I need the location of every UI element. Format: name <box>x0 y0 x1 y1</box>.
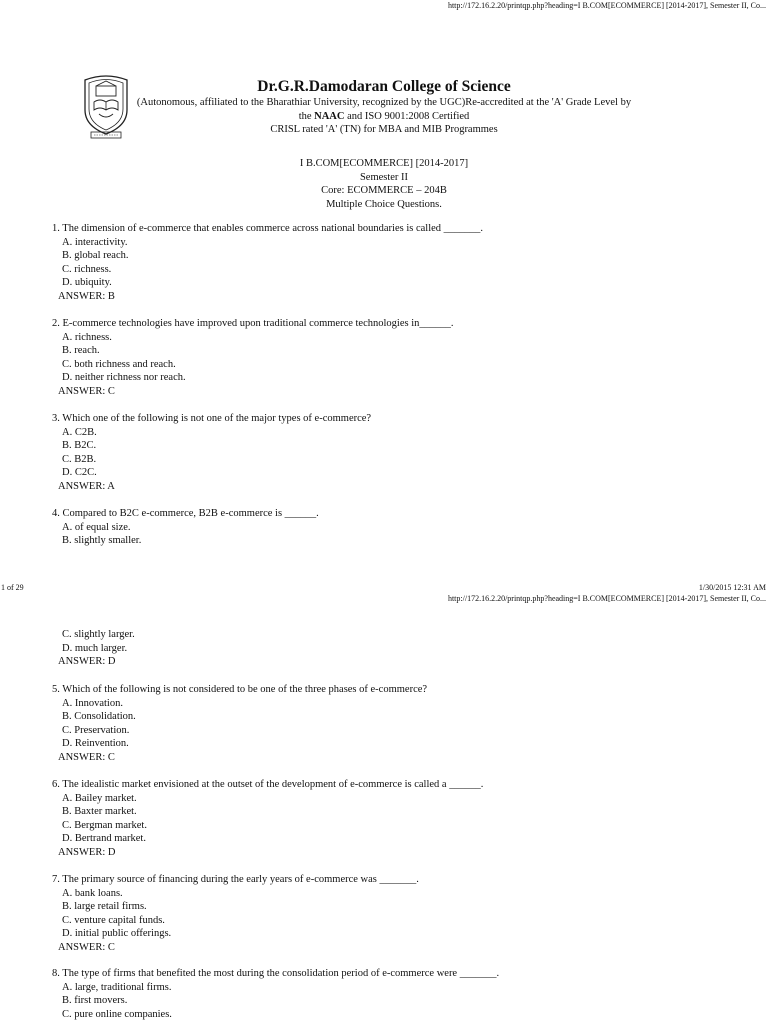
answer: ANSWER: D <box>58 656 116 668</box>
affiliation-line-3: CRISL rated 'A' (TN) for MBA and MIB Programmes <box>270 124 498 135</box>
affiliation-line-2-post: and ISO 9001:2008 Certified <box>344 111 470 122</box>
option: B. Baxter market. <box>62 806 137 818</box>
page-number: 1 of 29 <box>1 583 24 592</box>
answer: ANSWER: C <box>58 751 115 763</box>
affiliation-line-1: (Autonomous, affiliated to the Bharathiar University, recognized by the UGC)Re-accredited at the 'A' Grade Level by <box>136 97 632 108</box>
question-text: 1. The dimension of e-commerce that enables commerce across national boundaries is called _______. <box>52 223 484 234</box>
option: B. first movers. <box>62 995 128 1007</box>
page-url-header-2: http://172.16.2.20/printqp.php?heading=I B.COM[ECOMMERCE] [2014-2017], Semester II, Co... <box>447 594 766 603</box>
question-block <box>52 967 499 1021</box>
answer: ANSWER: B <box>58 290 115 302</box>
option: C. venture capital funds. <box>62 914 165 926</box>
option: D. C2C. <box>62 467 97 479</box>
option: C. richness. <box>62 263 112 275</box>
question-text: 6. The idealistic market envisioned at the outset of the development of e-commerce is called a ______. <box>52 779 484 790</box>
question-block <box>52 317 454 399</box>
option: A. richness. <box>62 331 112 343</box>
affiliation-line-2-pre: the <box>298 111 315 122</box>
answer: ANSWER: A <box>58 480 115 492</box>
question-text: 5. Which of the following is not considered to be one of the three phases of e-commerce? <box>52 684 428 695</box>
question-block <box>52 683 427 765</box>
core-subject: Core: ECOMMERCE – 204B <box>321 185 447 197</box>
option: C. pure online companies. <box>62 1008 172 1020</box>
option: D. Reinvention. <box>62 738 129 750</box>
option: A. interactivity. <box>62 236 128 248</box>
question-block <box>52 873 419 955</box>
question-block <box>52 222 483 304</box>
section-heading: Multiple Choice Questions. <box>326 198 442 210</box>
option: A. large, traditional firms. <box>62 981 172 993</box>
option: C. Bergman market. <box>62 819 147 831</box>
page-url-header: http://172.16.2.20/printqp.php?heading=I B.COM[ECOMMERCE] [2014-2017], Semester II, Co... <box>447 1 766 10</box>
option: D. initial public offerings. <box>62 928 172 940</box>
answer: ANSWER: C <box>58 941 115 953</box>
option: B. B2C. <box>62 440 97 452</box>
naac-label: NAAC <box>314 111 345 122</box>
question-text: 3. Which one of the following is not one of the major types of e-commerce? <box>52 413 372 424</box>
semester: Semester II <box>359 171 409 183</box>
course-info <box>0 157 768 211</box>
course-title: I B.COM[ECOMMERCE] [2014-2017] <box>299 158 469 169</box>
question-continuation <box>52 628 135 669</box>
option: A. bank loans. <box>62 887 123 899</box>
option: C. B2B. <box>62 453 97 465</box>
option: A. of equal size. <box>62 521 131 533</box>
question-text: 8. The type of firms that benefited the most during the consolidation period of e-commerce were _______. <box>52 968 500 979</box>
option: A. Bailey market. <box>62 792 137 804</box>
question-block <box>52 507 319 548</box>
option: C. Preservation. <box>62 724 130 736</box>
college-name: Dr.G.R.Damodaran College of Science <box>257 78 511 95</box>
option: A. Innovation. <box>62 697 123 709</box>
option: B. global reach. <box>62 250 129 262</box>
option: B. reach. <box>62 345 100 357</box>
question-text: 7. The primary source of financing during the early years of e-commerce was _______. <box>52 874 419 885</box>
option: D. much larger. <box>62 642 128 654</box>
question-text: 2. E-commerce technologies have improved upon traditional commerce technologies in______. <box>52 318 454 329</box>
option: B. slightly smaller. <box>62 535 142 547</box>
answer: ANSWER: D <box>58 846 116 858</box>
option: C. slightly larger. <box>62 629 135 640</box>
question-block <box>52 412 371 494</box>
option: B. large retail firms. <box>62 901 147 913</box>
option: D. ubiquity. <box>62 277 112 289</box>
option: A. C2B. <box>62 426 97 438</box>
answer: ANSWER: C <box>58 385 115 397</box>
option: D. neither richness nor reach. <box>62 372 186 384</box>
affiliation-line-2 <box>0 110 768 124</box>
option: D. Bertrand market. <box>62 833 146 845</box>
print-timestamp: 1/30/2015 12:31 AM <box>698 583 766 592</box>
option: C. both richness and reach. <box>62 358 176 370</box>
question-text: 4. Compared to B2C e-commerce, B2B e-commerce is ______. <box>52 508 319 519</box>
option: B. Consolidation. <box>62 711 136 723</box>
question-block <box>52 778 483 860</box>
